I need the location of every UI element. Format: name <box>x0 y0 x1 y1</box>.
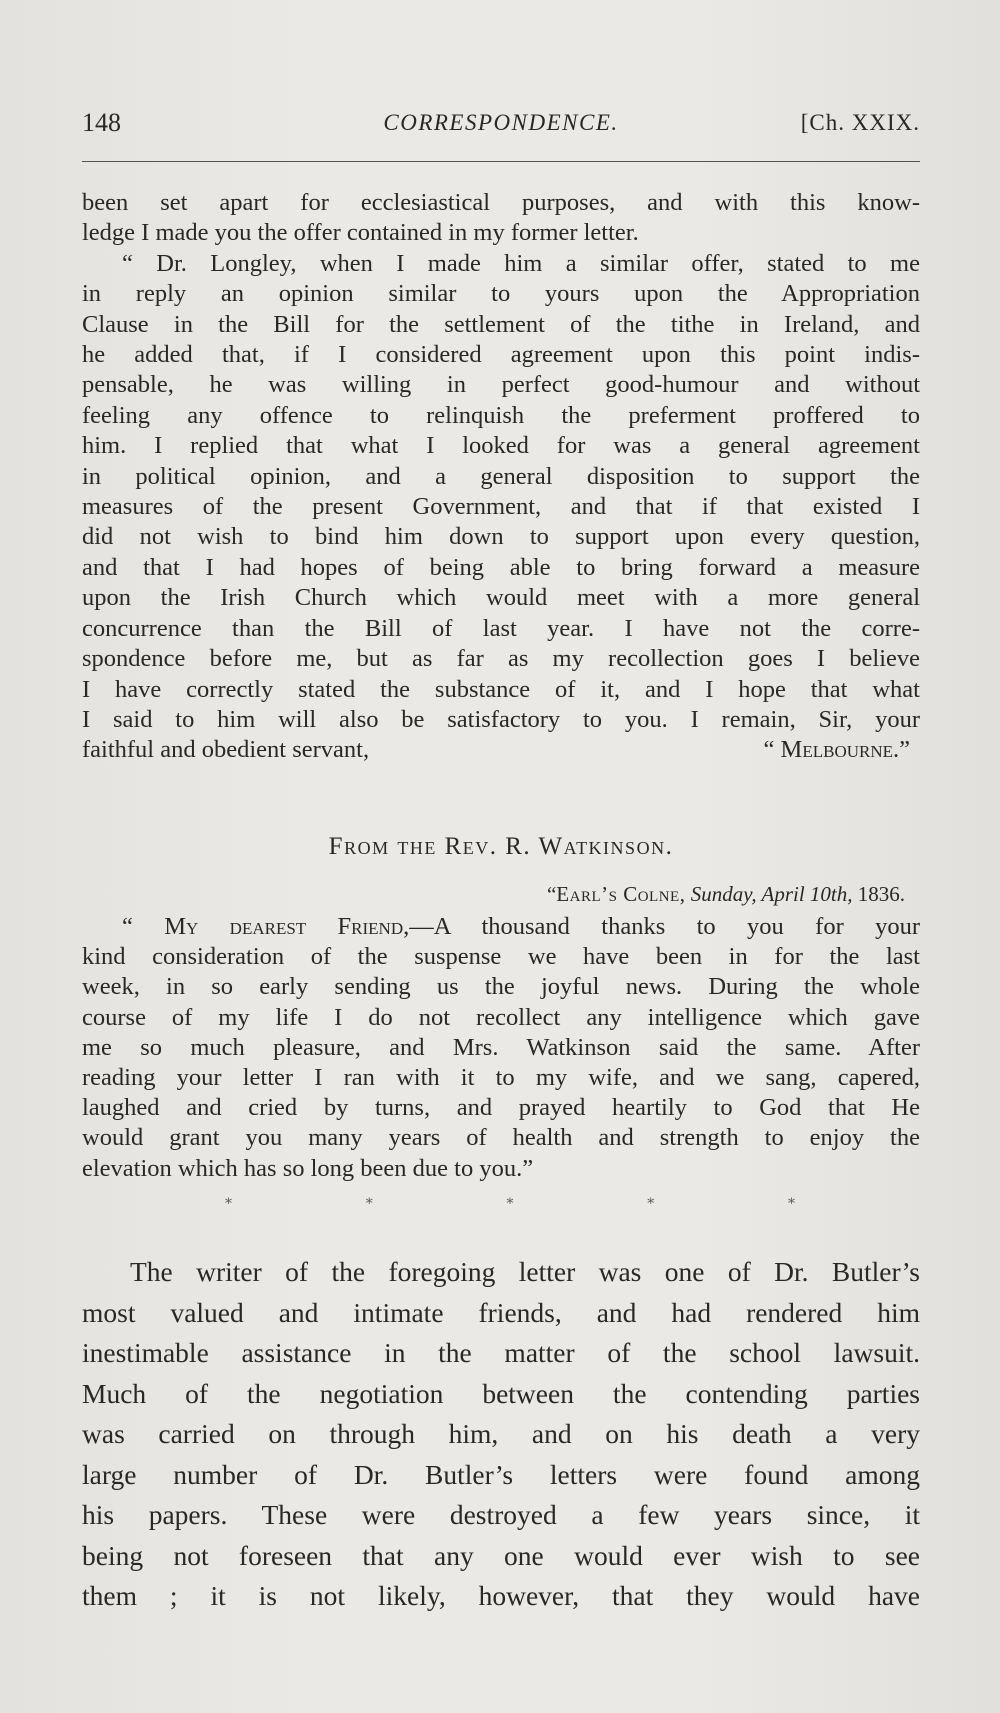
text-line: I said to him will also be satisfactory to you. I remain, Sir, your <box>82 705 920 733</box>
text-line: measures of the present Government, and that if that existed I <box>82 493 920 521</box>
text-line: elevation which has so long been due to you.” <box>82 1154 534 1182</box>
salutation: “ My dearest Friend, <box>122 913 410 940</box>
text-line: ledge I made you the offer contained in my former letter. <box>82 219 639 247</box>
text-line: his papers. These were destroyed a few years since, it <box>82 1499 920 1530</box>
dateline-year: 1836. <box>857 882 905 906</box>
letter-heading: From the Rev. R. Watkinson. <box>328 833 674 860</box>
separator-star: * <box>647 1196 655 1212</box>
text-line: did not wish to bind him down to support upon every question, <box>82 523 920 551</box>
text-line: inestimable assistance in the matter of the school lawsuit. <box>82 1337 920 1368</box>
signature: “ Melbourne.” <box>763 736 910 764</box>
salutation-line <box>82 912 920 942</box>
text-line: upon the Irish Church which would meet with a more general <box>82 584 920 612</box>
text-line: would grant you many years of health and strength to enjoy the <box>82 1124 920 1152</box>
running-title: CORRESPONDENCE. <box>383 110 619 135</box>
separator-star: * <box>225 1196 232 1212</box>
watkinson-letter <box>82 912 920 1184</box>
melbourne-letter <box>82 188 920 766</box>
separator-star: * <box>365 1196 373 1212</box>
section-separator <box>225 1196 795 1212</box>
salutation-rest: —A thousand thanks to you for your <box>409 913 920 940</box>
text-line: and that I had hopes of being able to bring forward a measure <box>82 553 920 581</box>
text-line: pensable, he was willing in perfect good-humour and without <box>82 371 920 399</box>
text-line: course of my life I do not recollect any intelligence which gave <box>82 1003 920 1031</box>
header-rule <box>82 161 920 162</box>
text-line: he added that, if I considered agreement upon this point indis- <box>82 341 920 369</box>
text-line: me so much pleasure, and Mrs. Watkinson said the same. After <box>82 1033 920 1061</box>
dateline-day: Sunday, April <box>690 882 805 906</box>
text-line: being not foreseen that any one would ever wish to see <box>82 1539 920 1571</box>
text-line: Clause in the Bill for the settlement of the tithe in Ireland, and <box>82 310 920 338</box>
separator-star: * <box>788 1196 795 1212</box>
letter-dateline <box>82 882 905 907</box>
text-line: I have correctly stated the substance of it, and I hope that what <box>82 675 920 703</box>
text-line: The writer of the foregoing letter was one of Dr. Butler’s <box>130 1256 920 1287</box>
dateline-date: 10th, <box>809 882 853 906</box>
text-line: concurrence than the Bill of last year. I have not the corre- <box>82 614 920 642</box>
dateline-quote: “ <box>546 882 557 906</box>
text-line: most valued and intimate friends, and had rendered him <box>82 1296 920 1328</box>
text-line: spondence before me, but as far as my recollection goes I believe <box>82 645 920 673</box>
text-line: “ Dr. Longley, when I made him a similar offer, stated to me <box>122 249 920 277</box>
text-line: week, in so early sending us the joyful news. During the whole <box>82 973 920 1001</box>
narrative-paragraph <box>82 1252 920 1617</box>
dateline-place: Earl’s Colne, <box>556 882 686 906</box>
running-header <box>82 108 920 142</box>
page-number: 148 <box>82 108 121 137</box>
text-line: was carried on through him, and on his death a very <box>82 1418 920 1449</box>
text-line: them ; it is not likely, however, that they would have <box>82 1580 920 1611</box>
closing-text: faithful and obedient servant, <box>82 736 370 764</box>
letter-signoff <box>82 735 920 765</box>
text-line: in political opinion, and a general disposition to support the <box>82 462 920 490</box>
text-line: feeling any offence to relinquish the preferment proffered to <box>82 401 920 429</box>
text-line: kind consideration of the suspense we have been in for the last <box>82 943 920 971</box>
text-line: been set apart for ecclesiastical purposes, and with this know- <box>82 189 920 216</box>
text-line: Much of the negotiation between the contending parties <box>82 1377 920 1409</box>
separator-star: * <box>506 1196 514 1212</box>
text-line: in reply an opinion similar to yours upon the Appropriation <box>82 280 920 308</box>
text-line: large number of Dr. Butler’s letters were found among <box>82 1458 920 1490</box>
chapter-reference: [Ch. XXIX. <box>800 110 920 135</box>
text-line: reading your letter I ran with it to my wife, and we sang, capered, <box>82 1064 920 1092</box>
text-line: him. I replied that what I looked for was a general agreement <box>82 432 920 460</box>
text-line: laughed and cried by turns, and prayed heartily to God that He <box>82 1094 920 1122</box>
